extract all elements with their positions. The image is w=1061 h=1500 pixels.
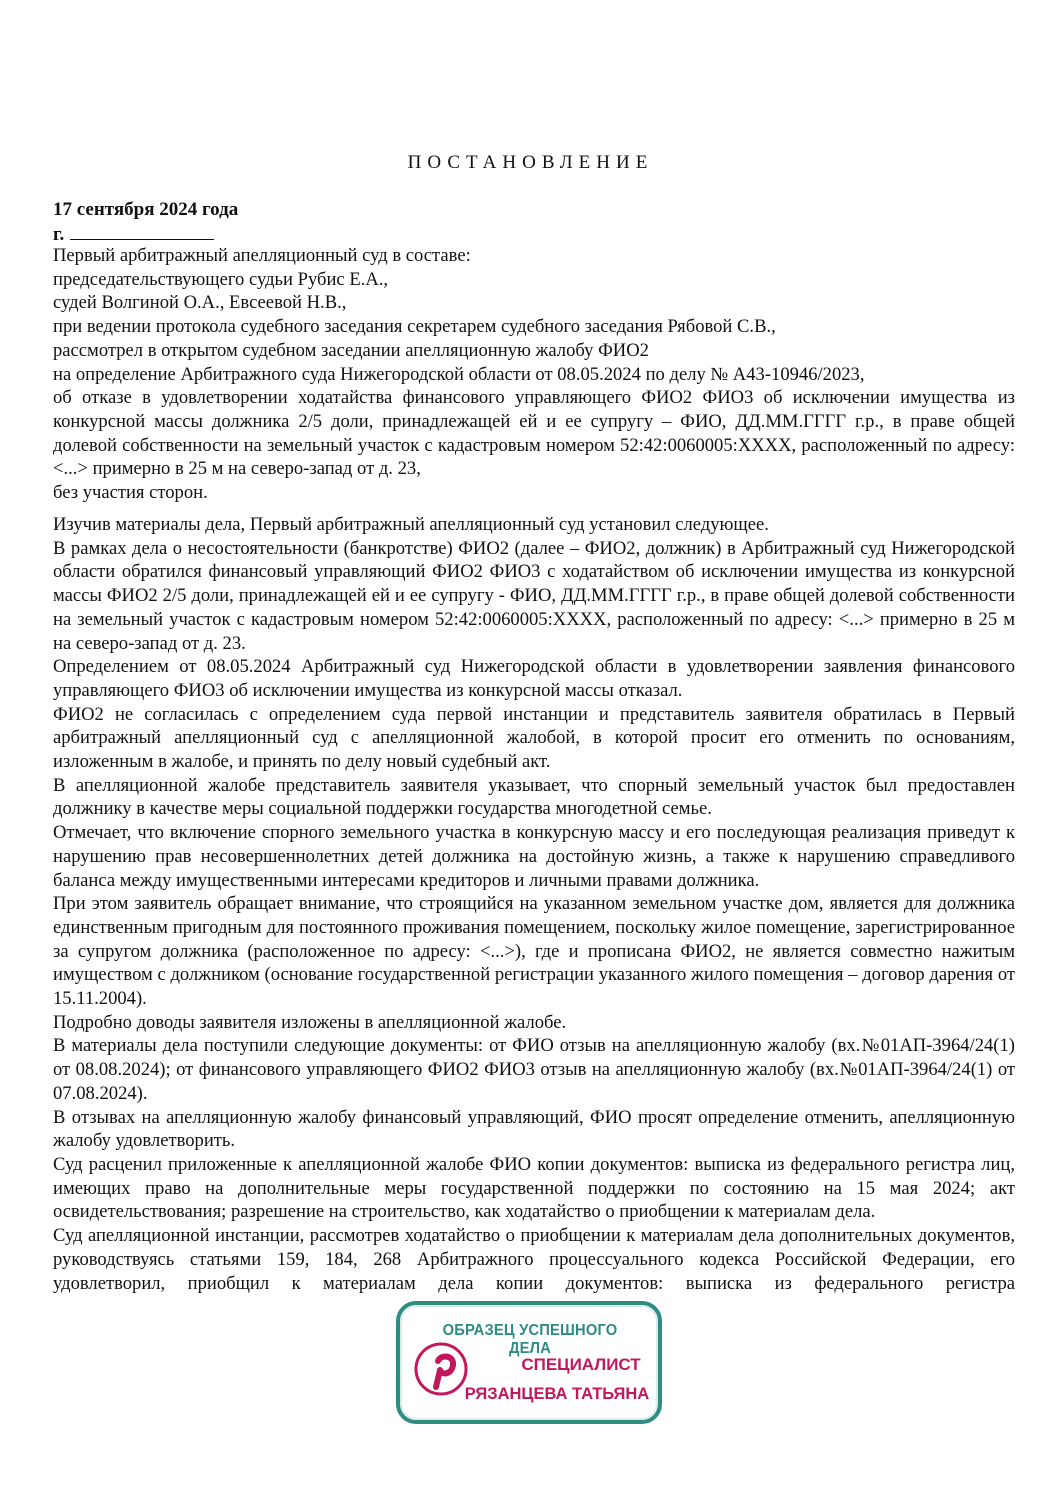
intro-line: судей Волгиной О.А., Евсеевой Н.В., xyxy=(53,292,347,314)
body-paragraph: Подробно доводы заявителя изложены в апелляционной жалобе. xyxy=(53,1011,567,1033)
intro-section xyxy=(53,244,1015,505)
body-paragraph: Определением от 08.05.2024 Арбитражный суд Нижегородской области в удовлетворении заявления финансового управляющего ФИО3 об исключении имущества из конкурсной массы отказал. xyxy=(53,656,1015,701)
stamp-line-specialist: СПЕЦИАЛИСТ xyxy=(521,1355,641,1374)
city-blank-line xyxy=(70,222,214,240)
document-date: 17 сентября 2024 года xyxy=(53,199,239,220)
stamp-line-name: РЯЗАНЦЕВА ТАТЬЯНА xyxy=(464,1385,650,1403)
body-section xyxy=(53,513,1015,1295)
body-paragraph: В отзывах на апелляционную жалобу финансовый управляющий, ФИО просят определение отменить, апелляционную жалобу удовлетворить. xyxy=(53,1106,1015,1152)
document-title: ПОСТАНОВЛЕНИЕ xyxy=(407,152,654,173)
intro-line: рассмотрел в открытом судебном заседании апелляционную жалобу ФИО2 xyxy=(53,339,649,361)
intro-line: при ведении протокола судебного заседания секретарем судебного заседания Рябовой С.В., xyxy=(53,316,776,338)
body-paragraph: ФИО2 не согласилась с определением суда первой инстанции и представитель заявителя обратилась в Первый арбитражный апелляционный суд с апелляционной жалобой, в которой просит его отменить по основаниям, изложенным в жалобе, и принять по делу новый судебный акт. xyxy=(53,703,1015,773)
intro-line: без участия сторон. xyxy=(53,482,208,504)
intro-line: об отказе в удовлетворении ходатайства финансового управляющего ФИО2 ФИО3 об исключении имущества из конкурсной массы должника 2/5 доли, принадлежащей ей и ее супругу – ФИО, ДД.ММ.ГГГГ г.р., в праве общей долевой собственности на земельный участок с кадастровым номером 52:42:0060005:ХХХХ, расположенный по адресу: <...> примерно в 25 м на северо-запад от д. 23, xyxy=(53,387,1015,480)
body-paragraph: При этом заявитель обращает внимание, что строящийся на указанном земельном участке дом, является для должника единственным пригодным для постоянного проживания помещением, поскольку жилое помещение, зарегистрированное за супругом должника (расположенное по адресу: <...>), где и прописана ФИО2, не является совместно нажитым имуществом с должником (основание государственной регистрации указанного жилого помещения – договор дарения от 15.11.2004). xyxy=(53,893,1015,1010)
intro-line: Первый арбитражный апелляционный суд в составе: xyxy=(53,245,471,266)
city-label: г. xyxy=(53,224,65,245)
body-paragraph: Изучив материалы дела, Первый арбитражный апелляционный суд установил следующее. xyxy=(53,514,769,535)
body-paragraph: В апелляционной жалобе представитель заявителя указывает, что спорный земельный участок был предоставлен должнику в качестве меры социальной поддержки государства многодетной семье. xyxy=(53,774,1015,820)
body-paragraph: Суд апелляционной инстанции, рассмотрев ходатайство о приобщении к материалам дела дополнительных документов, руководствуясь статьями 159, 184, 268 Арбитражного процессуального кодекса Российской Федерации, его удовлетворил, приобщил к материалам дела копии документов: выписка из федерального регистра xyxy=(53,1225,1015,1294)
body-paragraph: В рамках дела о несостоятельности (банкротстве) ФИО2 (далее – ФИО2, должник) в Арбитражный суд Нижегородской области обратился финансовый управляющий ФИО2 ФИО3 с ходатайством об исключении имущества из конкурсной массы ФИО2 2/5 доли, принадлежащей ей и ее супругу - ФИО, ДД.ММ.ГГГГ г.р., в праве общей долевой собственности на земельный участок с кадастровым номером 52:42:0060005:ХХХХ, расположенный по адресу: <...> примерно в 25 м на северо-запад от д. 23. xyxy=(53,537,1015,654)
stamp-line-sample: ОБРАЗЕЦ УСПЕШНОГО ДЕЛА xyxy=(442,1322,618,1357)
body-paragraph: В материалы дела поступили следующие документы: от ФИО отзыв на апелляционную жалобу (вх.№01АП-3964/24(1) от 08.08.2024); от финансового управляющего ФИО2 ФИО3 отзыв на апелляционную жалобу (вх.№01АП-3964/24(1) от 07.08.2024). xyxy=(53,1035,1015,1104)
intro-line: председательствующего судьи Рубис Е.А., xyxy=(53,268,389,290)
sample-stamp xyxy=(396,1301,662,1424)
intro-line: на определение Арбитражного суда Нижегородской области от 08.05.2024 по делу № А43-10946/2023, xyxy=(53,363,865,385)
body-paragraph: Суд расценил приложенные к апелляционной жалобе ФИО копии документов: выписка из федерального регистра лиц, имеющих право на дополнительные меры государственной поддержки по состоянию на 15 мая 2024; акт освидетельствования; разрешение на строительство, как ходатайство о приобщении к материалам дела. xyxy=(53,1153,1015,1223)
body-paragraph: Отмечает, что включение спорного земельного участка в конкурсную массу и его последующая реализация приведут к нарушению прав несовершеннолетних детей должника на достойную жизнь, а также к нарушению справедливого баланса между имущественными интересами кредиторов и личными правами должника. xyxy=(53,822,1015,891)
document-city xyxy=(53,222,214,246)
